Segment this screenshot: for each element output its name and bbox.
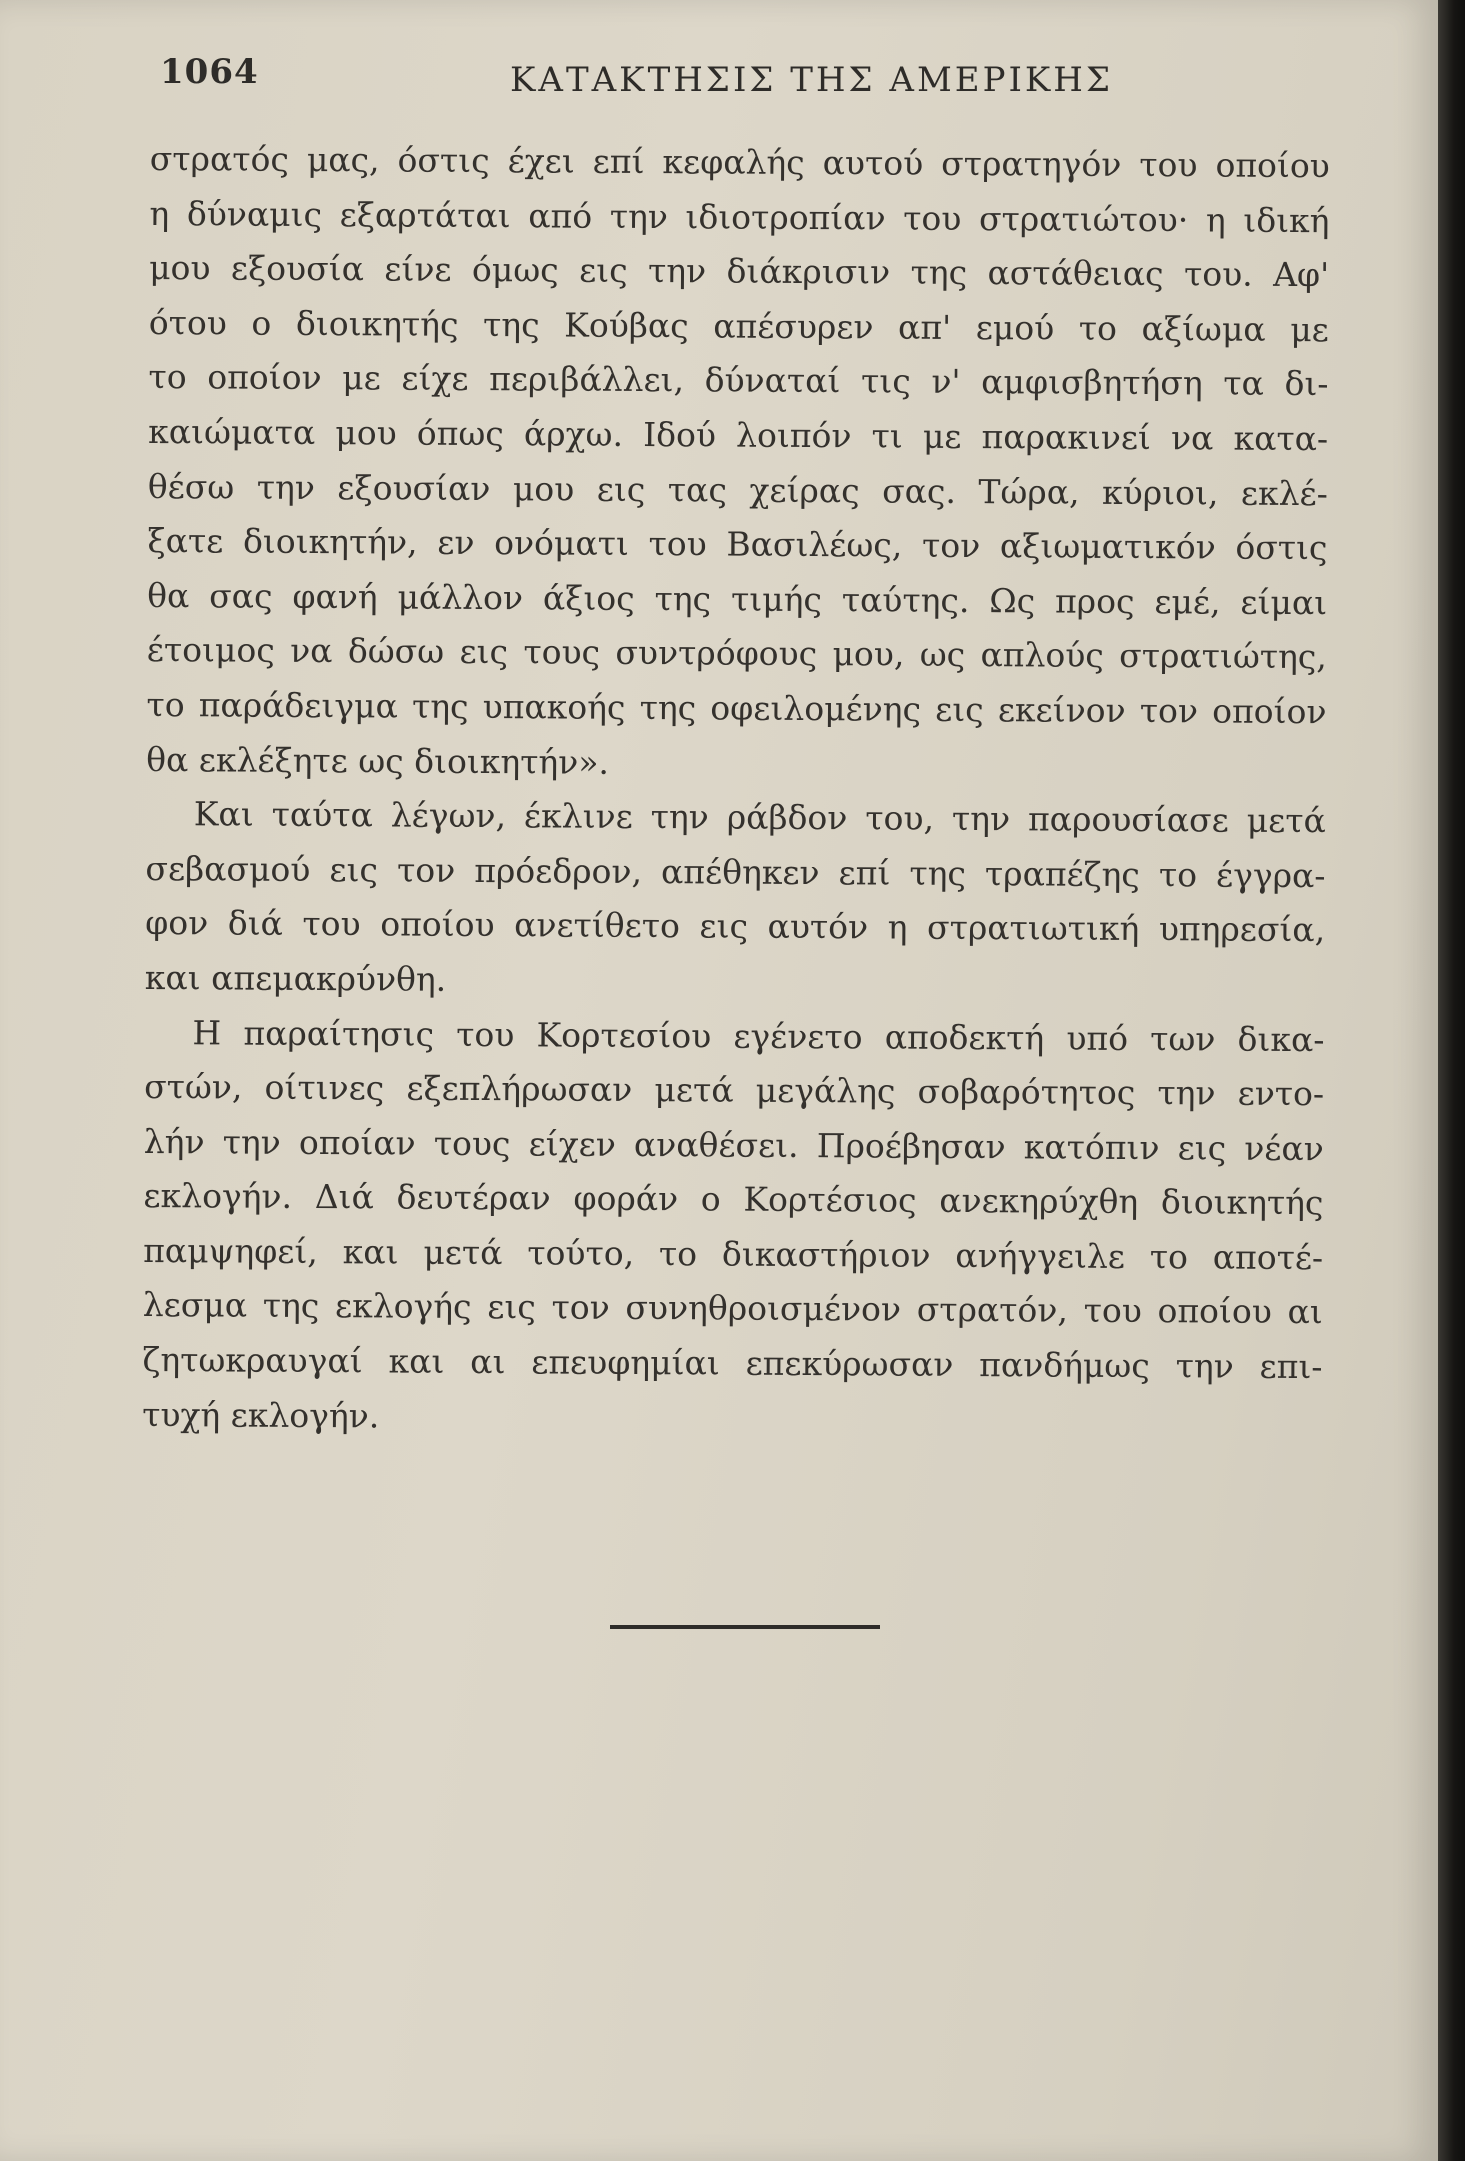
text-line: θέσω την εξουσίαν μου εις τας χείρας σας. Τώρα, κύριοι, εκλέ- [147, 466, 1328, 513]
running-title: ΚΑΤΑΚΤΗΣΙΣ ΤΗΣ ΑΜΕΡΙΚΗΣ [510, 60, 1113, 100]
text-line: το οποίον με είχε περιβάλλει, δύναταί τις ν' αμφισβητήση τα δι- [148, 357, 1329, 404]
text-line: το παράδειγμα της υπακοής της οφειλομένης εις εκείνον τον οποίον [146, 684, 1327, 732]
body-text [142, 132, 1330, 1449]
text-line: ζητωκραυγαί και αι επευφημίαι επεκύρωσαν πανδήμως την επι- [142, 1340, 1323, 1387]
text-line: τυχή εκλογήν. [142, 1394, 380, 1436]
text-line: στρατός μας, όστις έχει επί κεφαλής αυτού στρατηγόν του οποίου [149, 138, 1330, 186]
text-line: η δύναμις εξαρτάται από την ιδιοτροπίαν του στρατιώτου· η ιδική [149, 193, 1330, 240]
text-line: ξατε διοικητήν, εν ονόματι του Βασιλέως, τον αξιωματικόν όστις [147, 521, 1328, 568]
text-line: εκλογήν. Διά δευτέραν φοράν ο Κορτέσιος ανεκηρύχθη διοικητής [143, 1176, 1324, 1223]
page-number: 1064 [160, 52, 259, 92]
text-line: και απεμακρύνθη. [144, 957, 447, 999]
text-line: ότου ο διοικητής της Κούβας απέσυρεν απ' εμού το αξίωμα με [148, 302, 1329, 349]
text-line: παμψηφεί, και μετά τούτο, το δικαστήριον ανήγγειλε το αποτέ- [143, 1230, 1324, 1278]
text-line: στών, οίτινες εξεπλήρωσαν μετά μεγάλης σοβαρότητος την εντο- [144, 1067, 1325, 1114]
text-line: θα σας φανή μάλλον άξιος της τιμής ταύτης. Ως προς εμέ, είμαι [147, 575, 1328, 622]
text-line: φον διά του οποίου ανετίθετο εις αυτόν η στρατιωτική υπηρεσία, [145, 903, 1326, 950]
chapter-end-rule [610, 1625, 880, 1629]
text-line: θα εκλέξητε ως διοικητήν». [146, 739, 610, 782]
text-line: σεβασμού εις τον πρόεδρον, απέθηκεν επί της τραπέζης το έγγρα- [145, 848, 1326, 895]
text-line: καιώματα μου όπως άρχω. Ιδού λοιπόν τι με παρακινεί να κατα- [148, 411, 1329, 459]
text-line: μου εξουσία είνε όμως εις την διάκρισιν της αστάθειας του. Αφ' [149, 248, 1330, 295]
page-header [150, 52, 1380, 122]
text-line: έτοιμος να δώσω εις τους συντρόφους μου, ως απλούς στρατιώτης, [146, 630, 1327, 677]
text-line: λήν την οποίαν τους είχεν αναθέσει. Προέβησαν κατόπιν εις νέαν [143, 1121, 1324, 1168]
text-line: Η παραίτησις του Κορτεσίου εγένετο αποδεκτή υπό των δικα- [192, 1012, 1325, 1059]
text-line: Και ταύτα λέγων, έκλινε την ράβδον του, την παρουσίασε μετά [193, 794, 1326, 841]
book-spine-shadow [1438, 0, 1465, 2161]
text-line: λεσμα της εκλογής εις τον συνηθροισμένον στρατόν, του οποίου αι [142, 1285, 1323, 1332]
